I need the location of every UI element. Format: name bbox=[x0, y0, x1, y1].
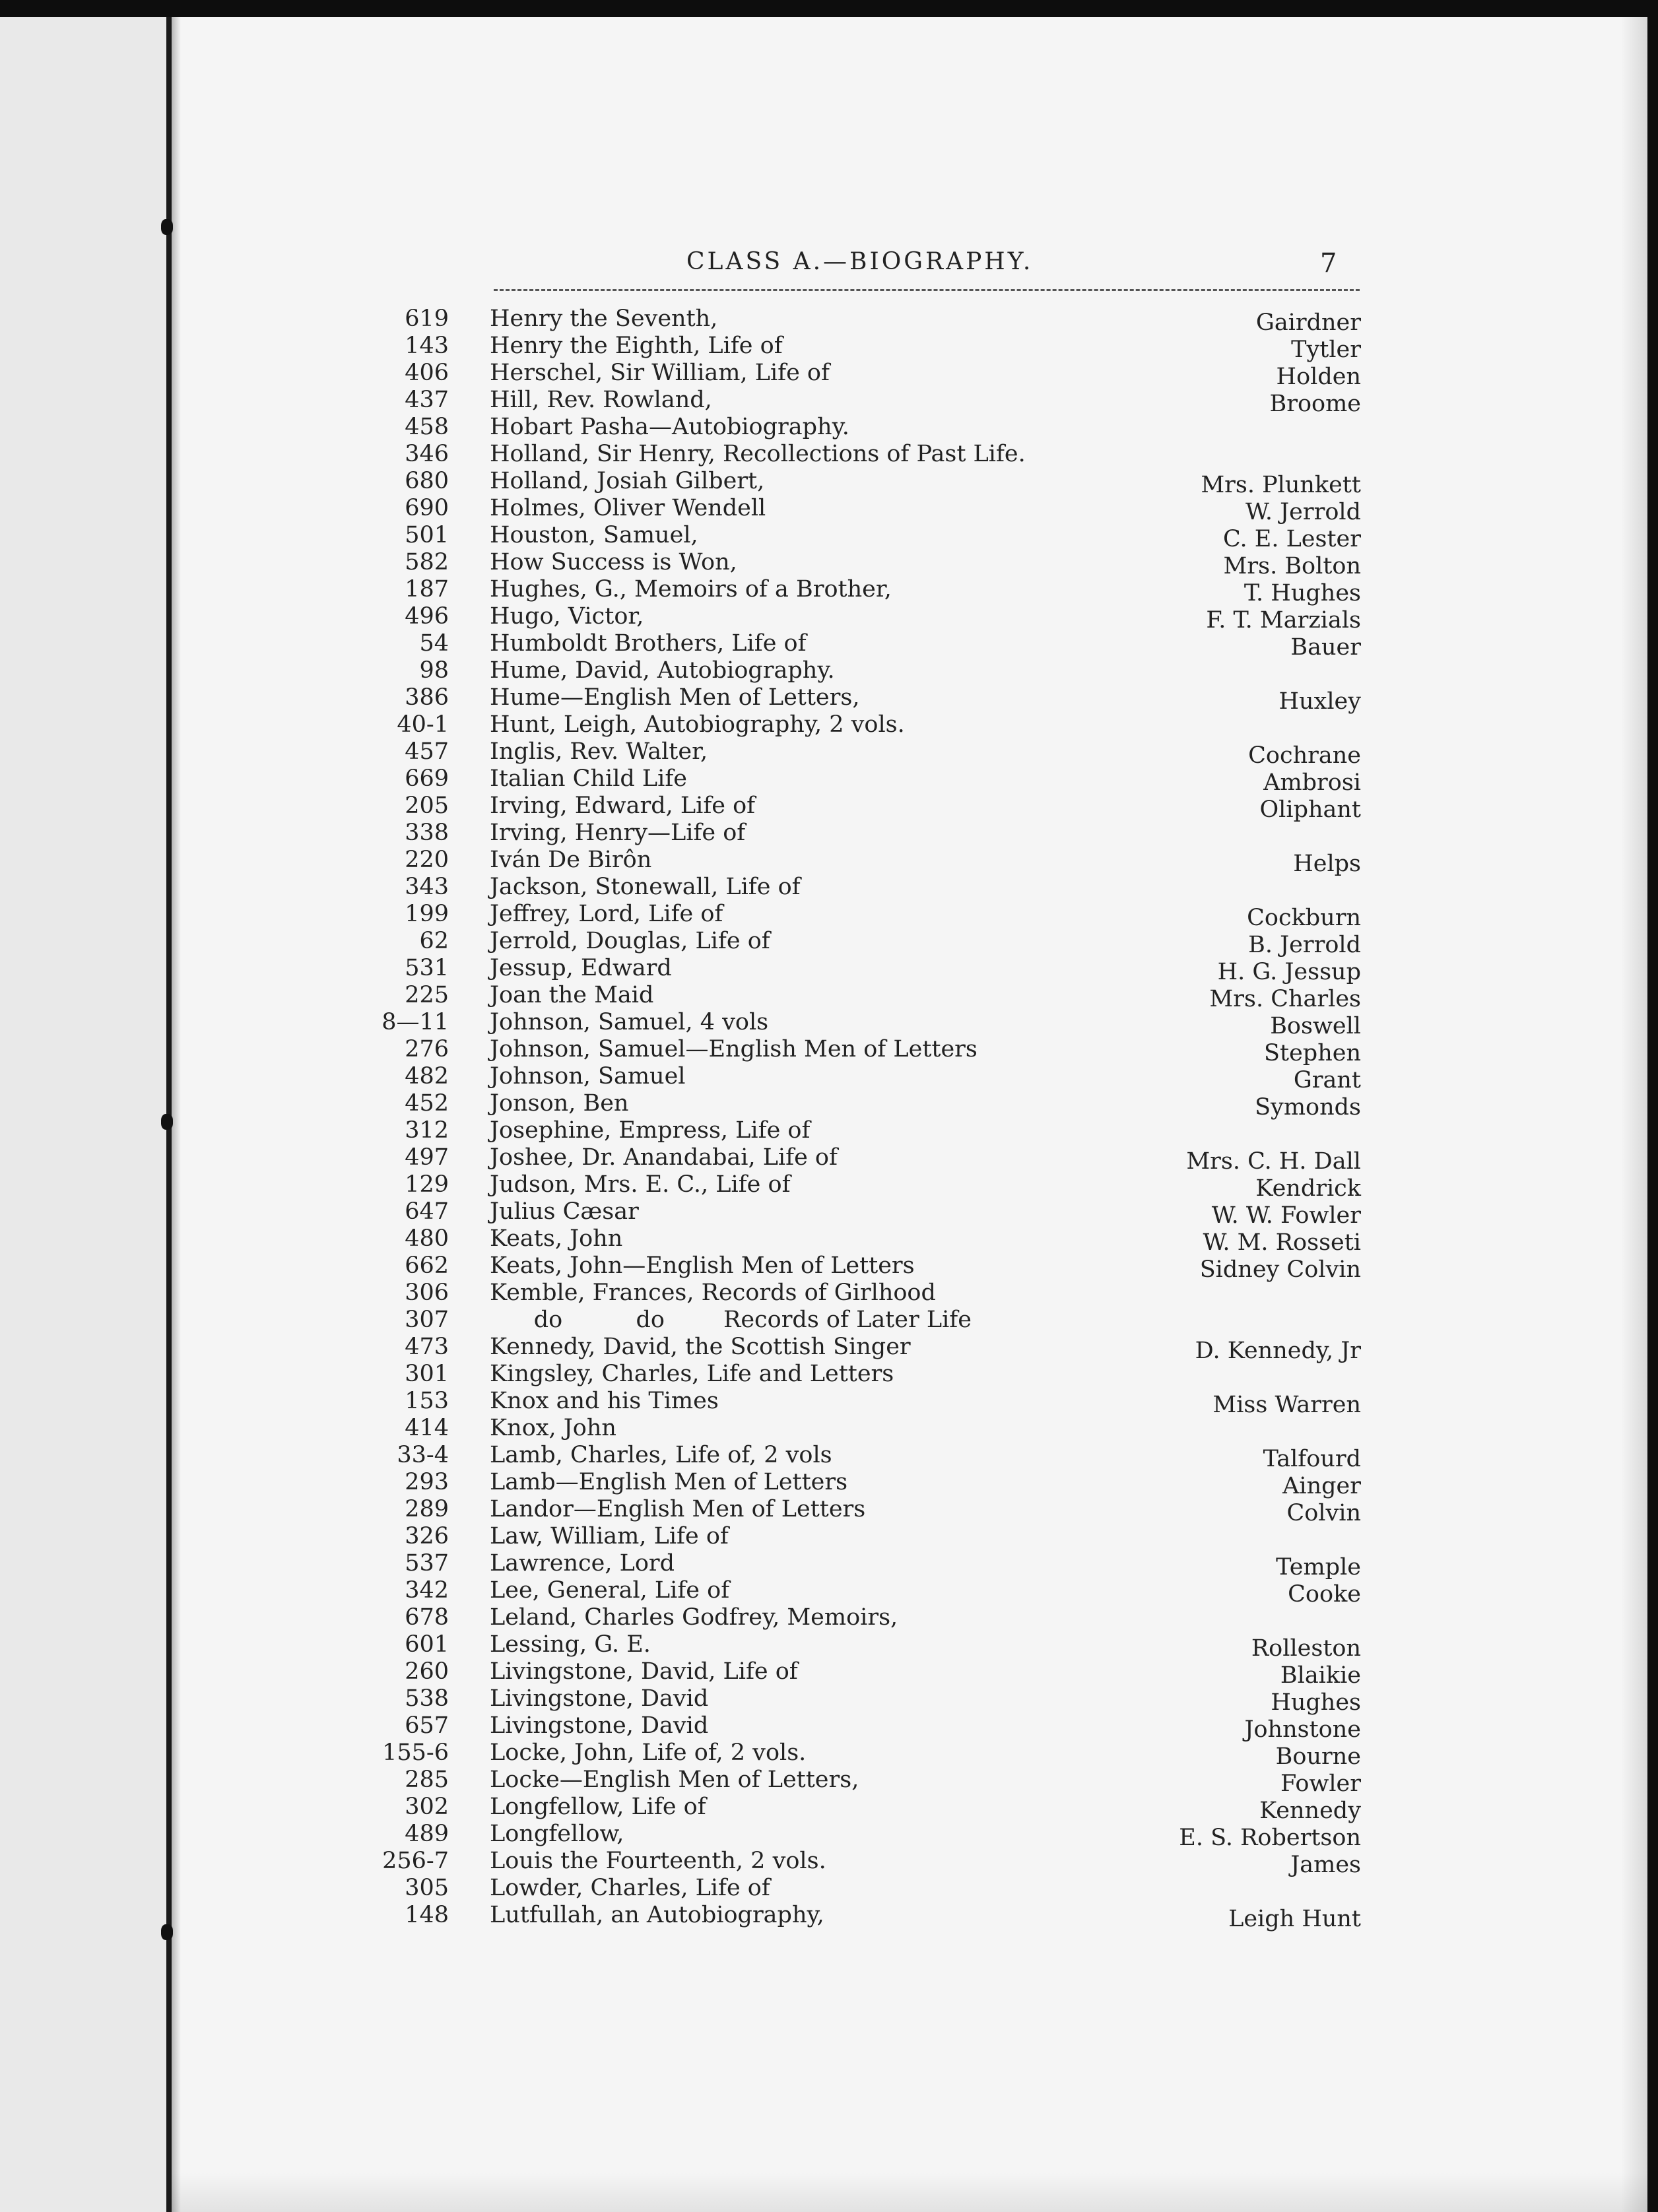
entry-title: Lamb—English Men of Letters bbox=[490, 1469, 848, 1495]
catalog-entry bbox=[0, 901, 1658, 931]
catalog-entry bbox=[0, 1740, 1658, 1770]
entry-number: 33-4 bbox=[397, 1442, 449, 1468]
entry-title: Joan the Maid bbox=[490, 982, 654, 1008]
catalog-entry bbox=[0, 1063, 1658, 1093]
entry-title: Longfellow, Life of bbox=[490, 1794, 706, 1820]
entry-number: 458 bbox=[405, 414, 449, 440]
entry-author: Gairdner bbox=[1255, 309, 1361, 336]
entry-number: 386 bbox=[405, 684, 449, 711]
entry-author: Oliphant bbox=[1259, 797, 1361, 823]
entry-number: 205 bbox=[405, 793, 449, 819]
entry-number: 225 bbox=[405, 982, 449, 1008]
entry-author: Colvin bbox=[1286, 1500, 1361, 1526]
entry-number: 306 bbox=[405, 1280, 449, 1306]
entry-title: Kingsley, Charles, Life and Letters bbox=[490, 1361, 894, 1387]
entry-title: Jonson, Ben bbox=[490, 1090, 629, 1117]
entry-author: C. E. Lester bbox=[1222, 526, 1361, 552]
entry-title: Joshee, Dr. Anandabai, Life of bbox=[490, 1144, 838, 1171]
entry-author: Boswell bbox=[1270, 1013, 1361, 1039]
entry-author: Hughes bbox=[1271, 1689, 1361, 1716]
entry-title: Julius Cæsar bbox=[490, 1198, 639, 1225]
entry-title: Locke, John, Life of, 2 vols. bbox=[490, 1740, 807, 1766]
entry-author: Leigh Hunt bbox=[1228, 1906, 1361, 1932]
catalog-entry bbox=[0, 441, 1658, 468]
entry-title: Locke—English Men of Letters, bbox=[490, 1767, 859, 1793]
entry-number: 406 bbox=[405, 360, 449, 386]
catalog-entry bbox=[0, 1415, 1658, 1442]
catalog-entry bbox=[0, 1171, 1658, 1202]
entry-number: 619 bbox=[405, 306, 449, 332]
entry-title: Jessup, Edward bbox=[490, 955, 672, 981]
entry-author: Temple bbox=[1276, 1554, 1361, 1580]
entry-title: Keats, John—English Men of Letters bbox=[490, 1252, 915, 1279]
entry-number: 501 bbox=[405, 522, 449, 548]
entry-title: Hunt, Leigh, Autobiography, 2 vols. bbox=[490, 711, 905, 738]
catalog-entry bbox=[0, 793, 1658, 823]
catalog-entry bbox=[0, 1631, 1658, 1662]
entry-author: Mrs. Charles bbox=[1209, 986, 1361, 1012]
entry-title: Hume, David, Autobiography. bbox=[490, 657, 835, 684]
entry-author: Ambrosi bbox=[1263, 769, 1361, 796]
catalog-entry bbox=[0, 495, 1658, 525]
catalog-entry bbox=[0, 1821, 1658, 1851]
entry-number: 256-7 bbox=[382, 1848, 449, 1874]
entry-number: 497 bbox=[405, 1144, 449, 1171]
catalog-entry bbox=[0, 928, 1658, 958]
entry-author: Mrs. Bolton bbox=[1223, 553, 1361, 579]
catalog-entry bbox=[0, 1658, 1658, 1689]
page-bottom-shade bbox=[172, 2172, 1647, 2212]
catalog-entry bbox=[0, 738, 1658, 769]
catalog-entry bbox=[0, 684, 1658, 715]
entry-number: 531 bbox=[405, 955, 449, 981]
entry-number: 285 bbox=[405, 1767, 449, 1793]
header-rule bbox=[494, 289, 1360, 291]
entry-number: 187 bbox=[405, 576, 449, 602]
entry-number: 473 bbox=[405, 1334, 449, 1360]
entry-number: 680 bbox=[405, 468, 449, 494]
entry-number: 199 bbox=[405, 901, 449, 927]
entry-author: Kendrick bbox=[1255, 1175, 1361, 1202]
binding-stitch-mark bbox=[161, 219, 173, 235]
entry-author: Talfourd bbox=[1263, 1446, 1361, 1472]
catalog-entry bbox=[0, 1712, 1658, 1743]
entry-number: 480 bbox=[405, 1225, 449, 1252]
entry-title: Houston, Samuel, bbox=[490, 522, 698, 548]
catalog-entry bbox=[0, 1198, 1658, 1229]
entry-number: 496 bbox=[405, 603, 449, 630]
entry-title: Law, William, Life of bbox=[490, 1523, 729, 1549]
entry-number: 301 bbox=[405, 1361, 449, 1387]
catalog-entry bbox=[0, 1117, 1658, 1144]
entry-title: Hobart Pasha—Autobiography. bbox=[490, 414, 849, 440]
entry-number: 129 bbox=[405, 1171, 449, 1198]
entry-title: Keats, John bbox=[490, 1225, 623, 1252]
entry-author: Miss Warren bbox=[1212, 1392, 1361, 1418]
entry-title: Lamb, Charles, Life of, 2 vols bbox=[490, 1442, 832, 1468]
entry-author: Ainger bbox=[1282, 1473, 1361, 1499]
catalog-entry bbox=[0, 1469, 1658, 1499]
entry-author: Cockburn bbox=[1247, 905, 1361, 931]
catalog-entry bbox=[0, 360, 1658, 390]
catalog-entry bbox=[0, 847, 1658, 877]
entry-title: Jackson, Stonewall, Life of bbox=[490, 874, 801, 900]
entry-number: 307 bbox=[405, 1307, 449, 1333]
catalog-entry bbox=[0, 1902, 1658, 1932]
entry-title: Hugo, Victor, bbox=[490, 603, 644, 630]
entry-title: Holland, Josiah Gilbert, bbox=[490, 468, 765, 494]
catalog-entry bbox=[0, 576, 1658, 606]
entry-author: Bourne bbox=[1275, 1743, 1361, 1770]
catalog-entry bbox=[0, 820, 1658, 847]
entry-title: Jerrold, Douglas, Life of bbox=[490, 928, 770, 954]
entry-number: 143 bbox=[405, 333, 449, 359]
catalog-entry bbox=[0, 874, 1658, 901]
catalog-list bbox=[0, 306, 1658, 1932]
entry-author: Holden bbox=[1276, 364, 1361, 390]
entry-number: 482 bbox=[405, 1063, 449, 1090]
entry-author: James bbox=[1290, 1852, 1361, 1878]
entry-author: Bauer bbox=[1290, 634, 1361, 661]
entry-author: W. Jerrold bbox=[1245, 499, 1361, 525]
entry-number: 54 bbox=[419, 630, 449, 657]
catalog-entry bbox=[0, 1685, 1658, 1716]
entry-title: Longfellow, bbox=[490, 1821, 624, 1847]
catalog-entry bbox=[0, 1036, 1658, 1066]
entry-number: 305 bbox=[405, 1875, 449, 1901]
entry-title: Lessing, G. E. bbox=[490, 1631, 651, 1658]
entry-number: 657 bbox=[405, 1712, 449, 1739]
entry-title: Johnson, Samuel, 4 vols bbox=[490, 1009, 769, 1035]
entry-author: W. W. Fowler bbox=[1211, 1202, 1361, 1229]
entry-title: Knox, John bbox=[490, 1415, 616, 1441]
entry-number: 678 bbox=[405, 1604, 449, 1631]
entry-title: Humboldt Brothers, Life of bbox=[490, 630, 807, 657]
entry-title: Herschel, Sir William, Life of bbox=[490, 360, 830, 386]
catalog-entry bbox=[0, 1009, 1658, 1039]
catalog-entry bbox=[0, 603, 1658, 634]
catalog-entry bbox=[0, 1361, 1658, 1388]
entry-author: Sidney Colvin bbox=[1199, 1256, 1361, 1283]
entry-title: do do Records of Later Life bbox=[490, 1307, 972, 1333]
entry-number: 489 bbox=[405, 1821, 449, 1847]
catalog-entry bbox=[0, 306, 1658, 336]
entry-author: F. T. Marzials bbox=[1206, 607, 1361, 634]
entry-author: B. Jerrold bbox=[1248, 932, 1361, 958]
catalog-entry bbox=[0, 1252, 1658, 1283]
entry-number: 289 bbox=[405, 1496, 449, 1522]
entry-author: Huxley bbox=[1278, 688, 1361, 715]
entry-title: Holland, Sir Henry, Recollections of Past Life. bbox=[490, 441, 1026, 467]
catalog-entry bbox=[0, 549, 1658, 579]
catalog-entry bbox=[0, 1442, 1658, 1472]
catalog-entry bbox=[0, 1875, 1658, 1902]
entry-author: Mrs. C. H. Dall bbox=[1186, 1148, 1361, 1175]
entry-author: Broome bbox=[1269, 391, 1361, 417]
entry-title: Lutfullah, an Autobiography, bbox=[490, 1902, 824, 1928]
entry-number: 220 bbox=[405, 847, 449, 873]
entry-title: Johnson, Samuel bbox=[490, 1063, 686, 1090]
entry-title: Holmes, Oliver Wendell bbox=[490, 495, 766, 521]
entry-number: 437 bbox=[405, 387, 449, 413]
entry-number: 582 bbox=[405, 549, 449, 575]
catalog-entry bbox=[0, 1767, 1658, 1797]
entry-author: Mrs. Plunkett bbox=[1201, 472, 1361, 498]
entry-title: Inglis, Rev. Walter, bbox=[490, 738, 708, 765]
entry-title: Landor—English Men of Letters bbox=[490, 1496, 866, 1522]
entry-title: Louis the Fourteenth, 2 vols. bbox=[490, 1848, 826, 1874]
entry-title: Josephine, Empress, Life of bbox=[490, 1117, 811, 1144]
catalog-entry bbox=[0, 765, 1658, 796]
entry-author: H. G. Jessup bbox=[1217, 959, 1361, 985]
entry-title: Henry the Eighth, Life of bbox=[490, 333, 783, 359]
catalog-entry bbox=[0, 1794, 1658, 1824]
entry-title: Irving, Edward, Life of bbox=[490, 793, 756, 819]
entry-number: 338 bbox=[405, 820, 449, 846]
entry-number: 346 bbox=[405, 441, 449, 467]
entry-number: 342 bbox=[405, 1577, 449, 1604]
entry-number: 669 bbox=[405, 765, 449, 792]
entry-author: Johnstone bbox=[1244, 1716, 1361, 1743]
catalog-entry bbox=[0, 1848, 1658, 1878]
catalog-entry bbox=[0, 1307, 1658, 1334]
entry-number: 293 bbox=[405, 1469, 449, 1495]
entry-author: W. M. Rosseti bbox=[1203, 1229, 1361, 1256]
catalog-entry bbox=[0, 387, 1658, 417]
entry-number: 690 bbox=[405, 495, 449, 521]
entry-title: Hughes, G., Memoirs of a Brother, bbox=[490, 576, 892, 602]
entry-title: Livingstone, David bbox=[490, 1685, 709, 1712]
entry-number: 343 bbox=[405, 874, 449, 900]
entry-title: Kemble, Frances, Records of Girlhood bbox=[490, 1280, 936, 1306]
entry-title: Kennedy, David, the Scottish Singer bbox=[490, 1334, 911, 1360]
catalog-entry bbox=[0, 414, 1658, 441]
entry-author: T. Hughes bbox=[1244, 580, 1361, 606]
entry-title: Jeffrey, Lord, Life of bbox=[490, 901, 723, 927]
catalog-entry bbox=[0, 982, 1658, 1012]
catalog-entry bbox=[0, 1577, 1658, 1608]
entry-author: Rolleston bbox=[1251, 1635, 1361, 1662]
entry-author: Helps bbox=[1293, 851, 1361, 877]
catalog-entry bbox=[0, 955, 1658, 985]
entry-author: Cooke bbox=[1288, 1581, 1361, 1608]
entry-title: Lawrence, Lord bbox=[490, 1550, 675, 1577]
catalog-entry bbox=[0, 1280, 1658, 1307]
entry-number: 647 bbox=[405, 1198, 449, 1225]
entry-author: E. S. Robertson bbox=[1179, 1825, 1361, 1851]
entry-number: 40-1 bbox=[397, 711, 449, 738]
entry-number: 98 bbox=[419, 657, 449, 684]
scan-top-border bbox=[0, 0, 1658, 17]
entry-number: 537 bbox=[405, 1550, 449, 1577]
entry-author: Stephen bbox=[1264, 1040, 1361, 1066]
entry-number: 312 bbox=[405, 1117, 449, 1144]
entry-title: How Success is Won, bbox=[490, 549, 737, 575]
entry-title: Knox and his Times bbox=[490, 1388, 719, 1414]
catalog-entry bbox=[0, 1334, 1658, 1364]
entry-title: Leland, Charles Godfrey, Memoirs, bbox=[490, 1604, 898, 1631]
catalog-entry bbox=[0, 1225, 1658, 1256]
entry-number: 457 bbox=[405, 738, 449, 765]
entry-number: 260 bbox=[405, 1658, 449, 1685]
catalog-entry bbox=[0, 1523, 1658, 1550]
entry-author: Kennedy bbox=[1259, 1798, 1361, 1824]
entry-title: Livingstone, David bbox=[490, 1712, 709, 1739]
entry-number: 414 bbox=[405, 1415, 449, 1441]
entry-title: Hill, Rev. Rowland, bbox=[490, 387, 712, 413]
catalog-entry bbox=[0, 1604, 1658, 1631]
catalog-entry bbox=[0, 522, 1658, 552]
entry-title: Irving, Henry—Life of bbox=[490, 820, 746, 846]
entry-number: 302 bbox=[405, 1794, 449, 1820]
entry-title: Italian Child Life bbox=[490, 765, 688, 792]
page-number: 7 bbox=[1320, 248, 1337, 278]
catalog-entry bbox=[0, 1090, 1658, 1121]
entry-number: 62 bbox=[419, 928, 449, 954]
entry-title: Judson, Mrs. E. C., Life of bbox=[490, 1171, 791, 1198]
entry-author: Fowler bbox=[1280, 1771, 1361, 1797]
entry-title: Hume—English Men of Letters, bbox=[490, 684, 860, 711]
entry-number: 452 bbox=[405, 1090, 449, 1117]
entry-title: Lee, General, Life of bbox=[490, 1577, 730, 1604]
entry-title: Henry the Seventh, bbox=[490, 306, 718, 332]
page-header: CLASS A.—BIOGRAPHY. bbox=[686, 248, 1034, 275]
entry-number: 155-6 bbox=[382, 1740, 449, 1766]
catalog-entry bbox=[0, 630, 1658, 661]
entry-author: Blaikie bbox=[1280, 1662, 1361, 1689]
entry-author: Grant bbox=[1293, 1067, 1361, 1093]
catalog-entry bbox=[0, 1550, 1658, 1580]
catalog-entry bbox=[0, 1388, 1658, 1418]
entry-author: D. Kennedy, Jr bbox=[1195, 1338, 1361, 1364]
catalog-entry bbox=[0, 333, 1658, 363]
catalog-entry bbox=[0, 657, 1658, 684]
catalog-entry bbox=[0, 1496, 1658, 1526]
catalog-entry bbox=[0, 468, 1658, 498]
catalog-entry bbox=[0, 711, 1658, 738]
entry-author: Tytler bbox=[1291, 337, 1361, 363]
entry-author: Symonds bbox=[1255, 1094, 1361, 1121]
entry-number: 662 bbox=[405, 1252, 449, 1279]
entry-number: 326 bbox=[405, 1523, 449, 1549]
entry-number: 153 bbox=[405, 1388, 449, 1414]
entry-title: Iván De Birôn bbox=[490, 847, 652, 873]
entry-number: 276 bbox=[405, 1036, 449, 1062]
entry-number: 8—11 bbox=[381, 1009, 449, 1035]
entry-number: 601 bbox=[405, 1631, 449, 1658]
entry-title: Lowder, Charles, Life of bbox=[490, 1875, 770, 1901]
entry-title: Johnson, Samuel—English Men of Letters bbox=[490, 1036, 978, 1062]
entry-author: Cochrane bbox=[1248, 742, 1361, 769]
entry-number: 148 bbox=[405, 1902, 449, 1928]
entry-number: 538 bbox=[405, 1685, 449, 1712]
entry-title: Livingstone, David, Life of bbox=[490, 1658, 798, 1685]
catalog-entry bbox=[0, 1144, 1658, 1175]
